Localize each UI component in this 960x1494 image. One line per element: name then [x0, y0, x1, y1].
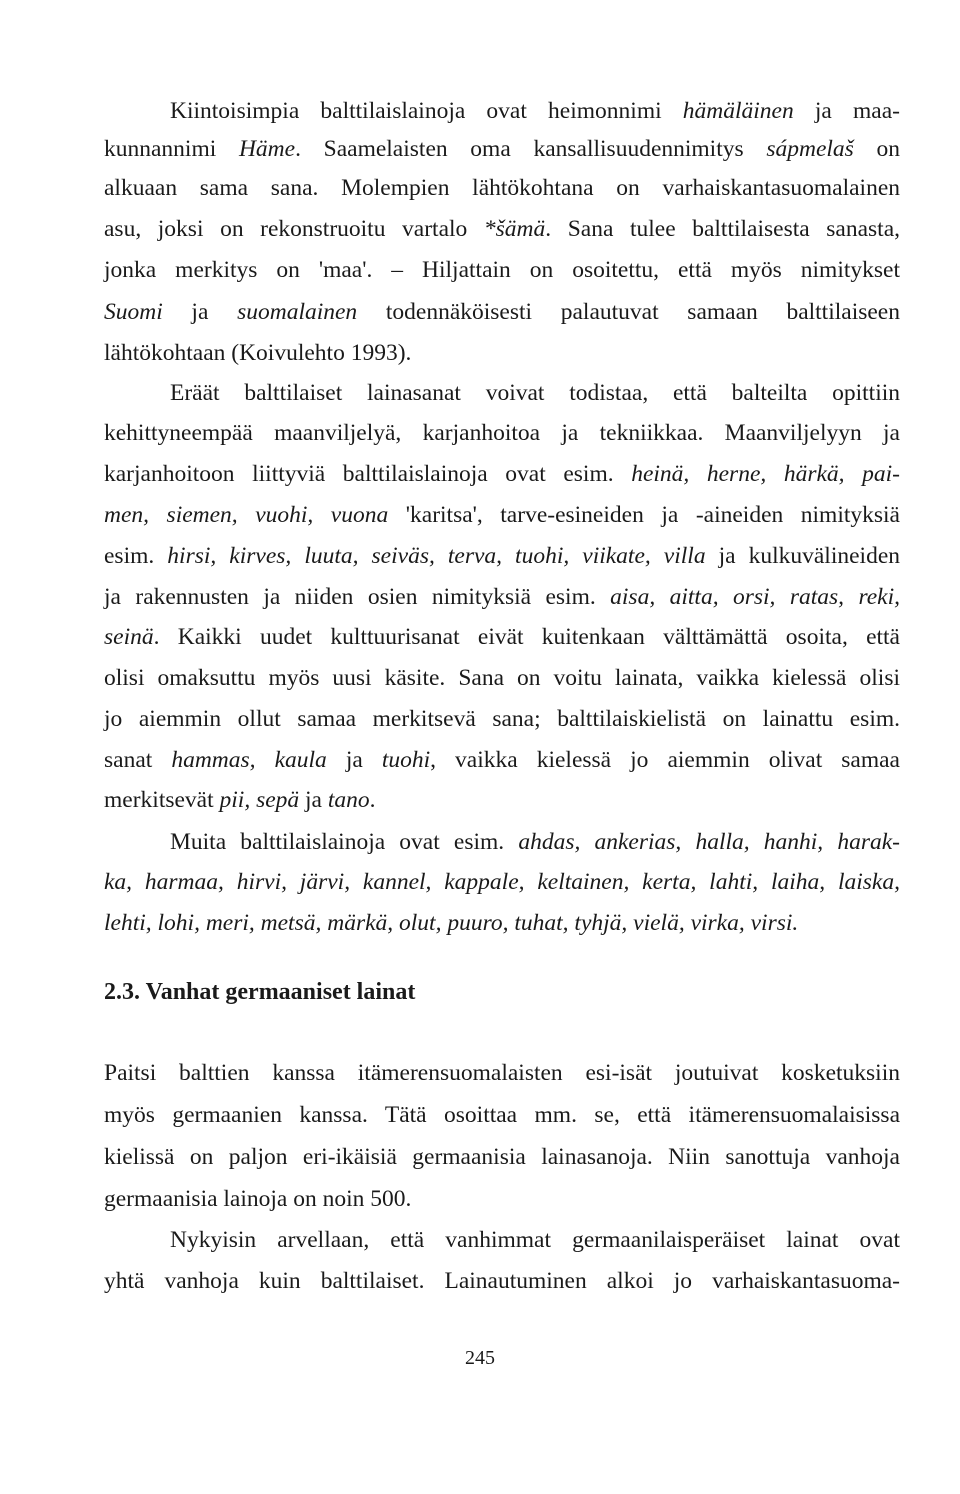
text-line: sanat hammas, kaula ja tuohi, vaikka kielessä jo aiemmin olivat samaa [104, 747, 900, 773]
text-line: alkuaan sama sana. Molempien lähtökohtana on varhaiskantasuomalainen [104, 175, 900, 201]
text-line: myös germaanien kanssa. Tätä osoittaa mm. se, että itämerensuomalaisissa [104, 1102, 900, 1128]
text-line: Eräät balttilaiset lainasanat voivat todistaa, että balteilta opittiin [170, 380, 900, 406]
text-line: asu, joksi on rekonstruoitu vartalo *šämä. Sana tulee balttilaisesta sanasta, [104, 216, 900, 242]
text-line: ja rakennusten ja niiden osien nimityksiä esim. aisa, aitta, orsi, ratas, reki, [104, 584, 900, 610]
text-line: Kiintoisimpia balttilaislainoja ovat heimonnimi hämäläinen ja maa- [170, 98, 900, 124]
text-line: kielissä on paljon eri-ikäisiä germaanisia lainasanoja. Niin sanottuja vanhoja [104, 1144, 900, 1170]
text-line: ka, harmaa, hirvi, järvi, kannel, kappale, keltainen, kerta, lahti, laiha, laiska, [104, 869, 900, 895]
text-line: seinä. Kaikki uudet kulttuurisanat eivät kuitenkaan välttämättä osoita, että [104, 624, 900, 650]
text-line: kehittyneempää maanviljelyä, karjanhoitoa ja tekniikkaa. Maanviljelyyn ja [104, 420, 900, 446]
section-heading: 2.3. Vanhat germaaniset lainat [104, 979, 416, 1005]
text-line: Nykyisin arvellaan, että vanhimmat germaanilaisperäiset lainat ovat [170, 1227, 900, 1253]
text-line: jo aiemmin ollut samaa merkitsevä sana; balttilaiskielistä on lainattu esim. [104, 706, 900, 732]
text-line: merkitsevät pii, sepä ja tano. [104, 787, 376, 813]
text-line: lähtökohtaan (Koivulehto 1993). [104, 340, 412, 366]
text-line: kunnannimi Häme. Saamelaisten oma kansallisuudennimitys sápmelaš on [104, 136, 900, 162]
text-line: jonka merkitys on 'maa'. – Hiljattain on osoitettu, että myös nimitykset [104, 257, 900, 283]
page-number: 245 [465, 1347, 495, 1369]
text-line: lehti, lohi, meri, metsä, märkä, olut, puuro, tuhat, tyhjä, vielä, virka, virsi. [104, 910, 799, 936]
text-line: men, siemen, vuohi, vuona 'karitsa', tarve-esineiden ja -aineiden nimityksiä [104, 502, 900, 528]
text-line: esim. hirsi, kirves, luuta, seiväs, terva, tuohi, viikate, villa ja kulkuvälineiden [104, 543, 901, 569]
text-line: Muita balttilaislainoja ovat esim. ahdas, ankerias, halla, hanhi, harak- [170, 829, 900, 855]
text-line: germaanisia lainoja on noin 500. [104, 1186, 412, 1212]
text-line: olisi omaksuttu myös uusi käsite. Sana on voitu lainata, vaikka kielessä olisi [104, 665, 900, 691]
text-line: Suomi ja suomalainen todennäköisesti palautuvat samaan balttilaiseen [104, 299, 900, 325]
text-line: karjanhoitoon liittyviä balttilaislainoja ovat esim. heinä, herne, härkä, pai- [104, 461, 900, 487]
text-line: yhtä vanhoja kuin balttilaiset. Lainautuminen alkoi jo varhaiskantasuoma- [104, 1268, 900, 1294]
text-line: Paitsi balttien kanssa itämerensuomalaisten esi-isät joutuivat kosketuksiin [104, 1060, 900, 1086]
